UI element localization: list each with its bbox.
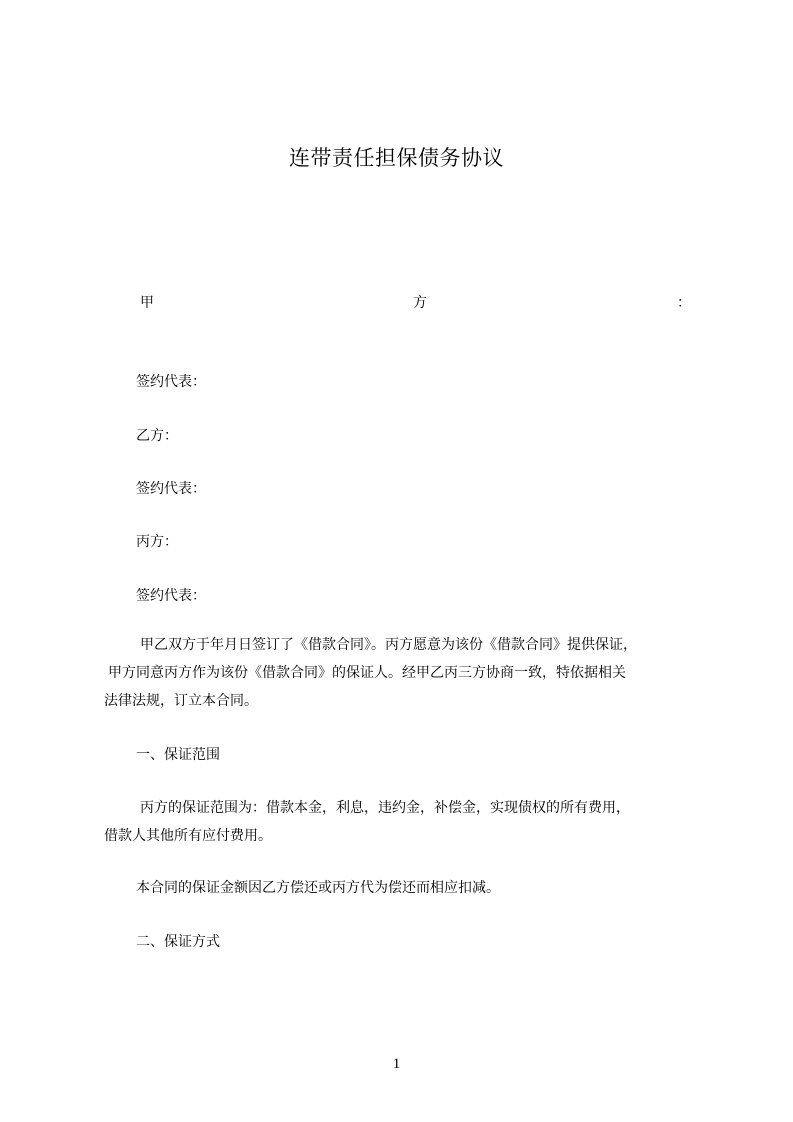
party-a-colon: ： bbox=[677, 295, 691, 311]
section-1-paragraph-2: 本合同的保证金额因乙方偿还或丙方代为偿还而相应扣减。 bbox=[136, 880, 500, 896]
section-1-line-2: 借款人其他所有应付费用。 bbox=[104, 828, 272, 844]
section-2-heading: 二、保证方式 bbox=[136, 934, 220, 950]
section-1-paragraph bbox=[104, 794, 699, 850]
party-a-representative: 签约代表： bbox=[136, 374, 206, 390]
party-a-label-char1: 甲 bbox=[140, 295, 154, 311]
party-b-label: 乙方： bbox=[136, 428, 178, 444]
intro-line-1: 甲乙双方于年月日签订了《借款合同》。丙方愿意为该份《借款合同》提供保证， bbox=[140, 637, 637, 653]
section-1-heading: 一、保证范围 bbox=[136, 747, 220, 763]
party-c-representative: 签约代表： bbox=[136, 588, 206, 604]
document-title: 连带责任担保债务协议 bbox=[289, 146, 504, 170]
intro-line-2: 甲方同意丙方作为该份《借款合同》的保证人。经甲乙丙三方协商一致，特依据相关 bbox=[108, 665, 626, 681]
party-a-label-char2: 方 bbox=[413, 295, 427, 311]
section-1-line-1: 丙方的保证范围为：借款本金，利息，违约金，补偿金，实现债权的所有费用， bbox=[140, 800, 630, 816]
party-b-representative: 签约代表： bbox=[136, 481, 206, 497]
intro-line-3: 法律法规，订立本合同。 bbox=[104, 693, 258, 709]
intro-paragraph bbox=[104, 631, 699, 715]
party-a-label bbox=[140, 292, 691, 310]
page-number: 1 bbox=[392, 1056, 401, 1072]
party-c-label: 丙方： bbox=[136, 534, 178, 550]
